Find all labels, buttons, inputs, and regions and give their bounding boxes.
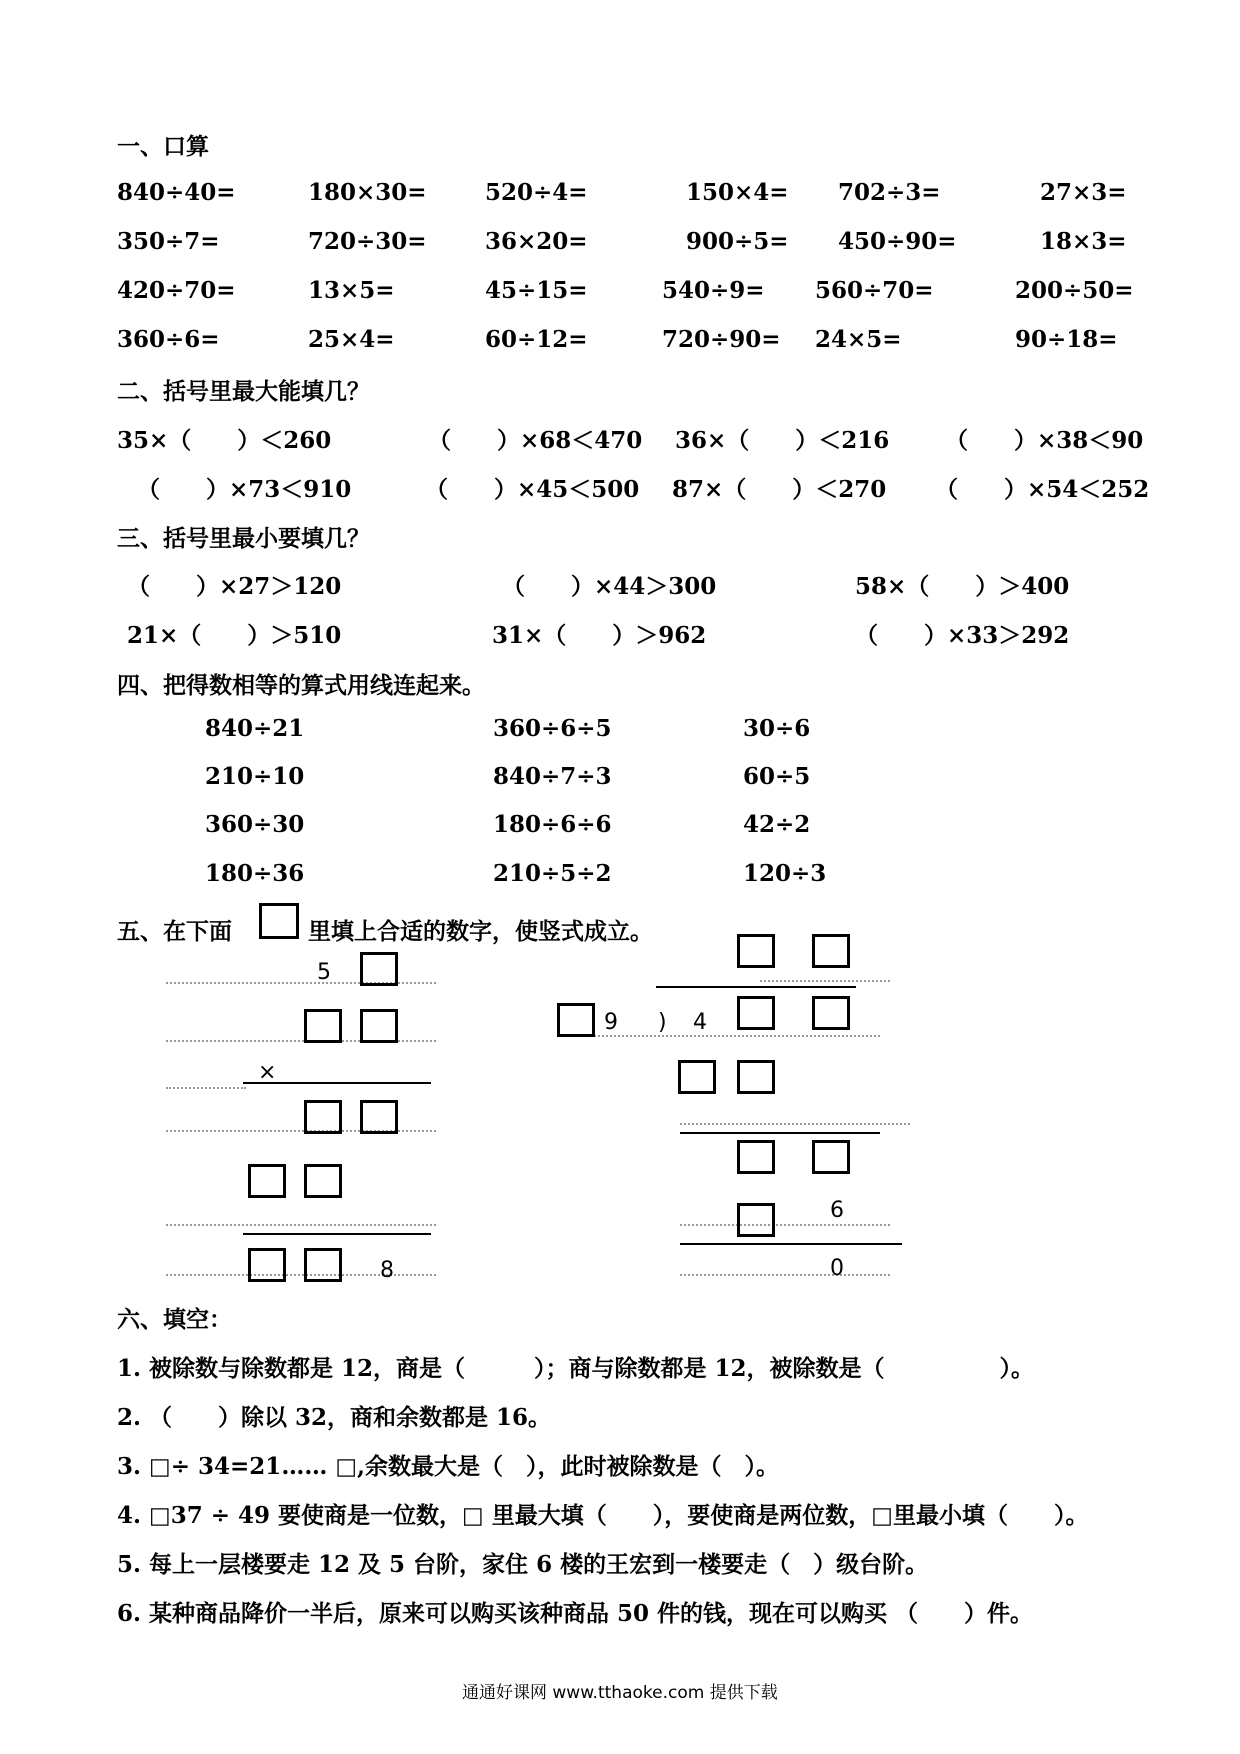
- mult-line-1: [243, 1082, 431, 1084]
- match-expression: 210÷10: [205, 763, 305, 790]
- section5-title-a: 五、在下面: [117, 918, 232, 945]
- oral-calc-item: 150×4=: [686, 179, 789, 206]
- mult-top-digit: 5: [317, 960, 331, 985]
- oral-calc-item: 180×30=: [308, 179, 427, 206]
- blank-box[interactable]: [737, 1203, 775, 1237]
- match-expression: 60÷5: [743, 763, 811, 790]
- blank-box[interactable]: [737, 1060, 775, 1094]
- section1-title: 一、口算: [117, 133, 209, 160]
- oral-calc-item: 45÷15=: [485, 277, 588, 304]
- max-fill-item: （ ）×38＜90: [945, 427, 1144, 454]
- blank-box[interactable]: [812, 1140, 850, 1174]
- division-line-2: [680, 1243, 902, 1245]
- oral-calc-item: 200÷50=: [1015, 277, 1134, 304]
- final-zero: 0: [830, 1256, 844, 1281]
- match-expression: 360÷6÷5: [493, 715, 612, 742]
- oral-calc-item: 720÷30=: [308, 228, 427, 255]
- match-expression: 840÷21: [205, 715, 305, 742]
- match-expression: 840÷7÷3: [493, 763, 612, 790]
- section3-title: 三、括号里最小要填几？: [117, 525, 370, 552]
- blank-box[interactable]: [248, 1164, 286, 1198]
- footer-text: 通通好课网 www.tthaoke.com 提供下载: [462, 1683, 778, 1703]
- match-expression: 180÷36: [205, 860, 305, 887]
- oral-calc-item: 60÷12=: [485, 326, 588, 353]
- min-fill-item: （ ）×44＞300: [502, 573, 717, 600]
- min-fill-item: 31×（ ）＞962: [492, 622, 707, 649]
- match-expression: 30÷6: [743, 715, 811, 742]
- blank-box[interactable]: [812, 934, 850, 968]
- oral-calc-item: 25×4=: [308, 326, 395, 353]
- min-fill-item: 58×（ ）＞400: [855, 573, 1070, 600]
- oral-calc-item: 350÷7=: [117, 228, 220, 255]
- sample-blank-box: [259, 903, 299, 939]
- max-fill-item: 36×（ ）＜216: [675, 427, 890, 454]
- fill-blank-item: 1. 被除数与除数都是 12，商是（ ）；商与除数都是 12，被除数是（ ）。: [117, 1355, 1035, 1382]
- blank-box[interactable]: [304, 1248, 342, 1282]
- oral-calc-item: 840÷40=: [117, 179, 236, 206]
- match-expression: 120÷3: [743, 860, 827, 887]
- fill-blank-item: 6. 某种商品降价一半后，原来可以购买该种商品 50 件的钱，现在可以购买 （ ）件。: [117, 1600, 1034, 1627]
- oral-calc-item: 360÷6=: [117, 326, 220, 353]
- fill-blank-item: 5. 每上一层楼要走 12 及 5 台阶，家住 6 楼的王宏到一楼要走（ ）级台阶。: [117, 1551, 929, 1578]
- min-fill-item: 21×（ ）＞510: [127, 622, 342, 649]
- oral-calc-item: 13×5=: [308, 277, 395, 304]
- blank-box[interactable]: [304, 1100, 342, 1134]
- section4-title: 四、把得数相等的算式用线连起来。: [117, 672, 485, 699]
- max-fill-item: （ ）×68＜470: [428, 427, 643, 454]
- blank-box[interactable]: [812, 996, 850, 1030]
- blank-box[interactable]: [737, 934, 775, 968]
- oral-calc-item: 36×20=: [485, 228, 588, 255]
- blank-box[interactable]: [360, 1100, 398, 1134]
- dividend-digit: 4: [693, 1010, 707, 1035]
- max-fill-item: 87×（ ）＜270: [672, 476, 887, 503]
- blank-box[interactable]: [737, 996, 775, 1030]
- oral-calc-item: 18×3=: [1040, 228, 1127, 255]
- section2-title: 二、括号里最大能填几？: [117, 378, 370, 405]
- oral-calc-item: 450÷90=: [838, 228, 957, 255]
- division-line-1: [680, 1132, 880, 1134]
- blank-box[interactable]: [304, 1164, 342, 1198]
- section6-title: 六、填空：: [117, 1306, 232, 1333]
- match-expression: 360÷30: [205, 811, 305, 838]
- blank-box[interactable]: [737, 1140, 775, 1174]
- min-fill-item: （ ）×33＞292: [855, 622, 1070, 649]
- oral-calc-item: 27×3=: [1040, 179, 1127, 206]
- match-expression: 180÷6÷6: [493, 811, 612, 838]
- max-fill-item: （ ）×54＜252: [935, 476, 1150, 503]
- match-expression: 42÷2: [743, 811, 811, 838]
- section5-title-b: 里填上合适的数字，使竖式成立。: [308, 918, 653, 945]
- oral-calc-item: 90÷18=: [1015, 326, 1118, 353]
- remainder-digit: 6: [830, 1198, 844, 1223]
- division-bracket: ): [658, 1010, 667, 1035]
- max-fill-item: （ ）×45＜500: [425, 476, 640, 503]
- divisor-digit: 9: [604, 1010, 618, 1035]
- fill-blank-item: 3. □÷ 34=21…… □,余数最大是（ ），此时被除数是（ ）。: [117, 1453, 780, 1480]
- oral-calc-item: 702÷3=: [838, 179, 941, 206]
- oral-calc-item: 540÷9=: [662, 277, 765, 304]
- mult-last-digit: 8: [380, 1258, 394, 1283]
- blank-box[interactable]: [678, 1060, 716, 1094]
- blank-box[interactable]: [360, 952, 398, 986]
- division-bracket-top: [656, 986, 856, 988]
- min-fill-item: （ ）×27＞120: [127, 573, 342, 600]
- mult-line-2: [243, 1233, 431, 1235]
- blank-box[interactable]: [304, 1009, 342, 1043]
- oral-calc-item: 420÷70=: [117, 277, 236, 304]
- blank-box[interactable]: [248, 1248, 286, 1282]
- oral-calc-item: 520÷4=: [485, 179, 588, 206]
- fill-blank-item: 2. （ ）除以 32，商和余数都是 16。: [117, 1404, 552, 1431]
- max-fill-item: （ ）×73＜910: [137, 476, 352, 503]
- max-fill-item: 35×（ ）＜260: [117, 427, 332, 454]
- oral-calc-item: 720÷90=: [662, 326, 781, 353]
- blank-box[interactable]: [360, 1009, 398, 1043]
- blank-box[interactable]: [557, 1003, 595, 1037]
- mult-sign: ×: [258, 1060, 277, 1085]
- fill-blank-item: 4. □37 ÷ 49 要使商是一位数，□ 里最大填（ ），要使商是两位数，□里最小填（ ）。: [117, 1502, 1089, 1529]
- oral-calc-item: 900÷5=: [686, 228, 789, 255]
- oral-calc-item: 24×5=: [815, 326, 902, 353]
- oral-calc-item: 560÷70=: [815, 277, 934, 304]
- match-expression: 210÷5÷2: [493, 860, 612, 887]
